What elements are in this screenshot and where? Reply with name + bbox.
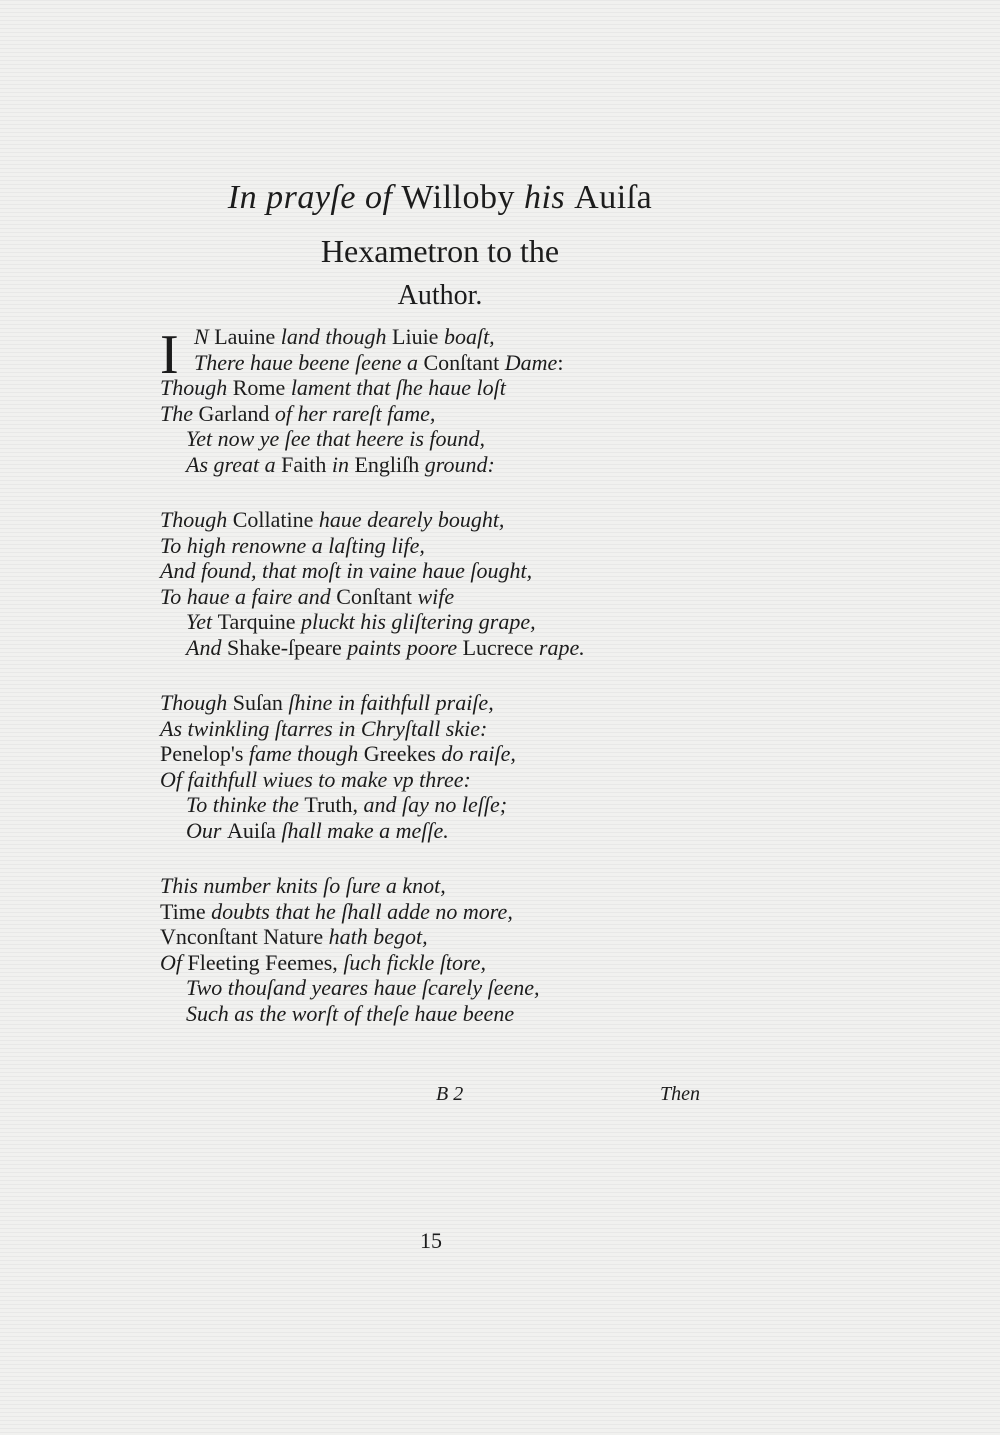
poem-line — [160, 690, 760, 716]
line-segment: Lauine — [214, 324, 281, 349]
line-segment: Collatine — [232, 507, 319, 532]
stanza — [160, 873, 760, 1026]
line-segment: of her rareſt fame, — [274, 400, 436, 426]
signature-mark: B 2 — [436, 1083, 464, 1105]
poem-line — [160, 950, 760, 976]
poem-line — [160, 452, 760, 478]
line-segment: Liuie — [392, 324, 444, 349]
title-segment: In — [227, 179, 267, 216]
drop-cap: I — [160, 324, 179, 386]
poem-line — [160, 741, 760, 767]
line-segment: To thinke the — [186, 792, 305, 817]
line-segment: N — [194, 324, 215, 349]
poem-line — [160, 584, 760, 610]
line-segment: ſhall make a meſſe. — [281, 817, 449, 843]
line-segment: doubts that he ſhall adde no more, — [211, 898, 513, 924]
poem-line — [160, 924, 760, 950]
title-segment: his — [523, 179, 575, 216]
poem-line — [160, 767, 760, 793]
line-segment: As great a — [186, 451, 282, 477]
poem-line — [160, 558, 760, 584]
poem-line — [160, 792, 760, 818]
line-segment: ſhine in faithfull praiſe, — [288, 690, 494, 715]
line-segment: As twinkling ſtarres in Chryſtall skie: — [160, 715, 488, 741]
poem-line — [160, 975, 760, 1001]
title-line-2: Hexametron to the — [320, 233, 560, 269]
line-segment: Lucrece — [462, 634, 539, 660]
line-segment: Though — [160, 375, 233, 400]
line-segment: To haue a faire and — [160, 583, 337, 609]
line-segment: fame though — [248, 741, 364, 766]
line-segment: Auiſa — [226, 817, 282, 843]
poem-title — [160, 178, 720, 313]
line-segment: Dame — [504, 349, 558, 375]
poem-line — [160, 609, 760, 635]
catchword: Then — [660, 1083, 700, 1105]
line-segment: wife — [417, 583, 455, 609]
line-segment: and ſay no leſſe; — [363, 792, 508, 817]
title-segment: Auiſa — [574, 179, 653, 216]
line-segment: Suſan — [232, 690, 289, 715]
line-segment: Rome — [232, 375, 291, 400]
line-segment: land though — [280, 324, 393, 349]
line-segment: Vnconſtant Nature — [160, 924, 329, 949]
poem-line — [160, 533, 760, 559]
poem-line — [160, 375, 760, 401]
line-segment: hath begot, — [328, 924, 428, 949]
line-segment: Two thouſand yeares haue ſcarely ſeene, — [186, 975, 540, 1000]
poem-line — [160, 873, 760, 899]
title-segment: Willoby — [401, 179, 524, 216]
poem-line — [160, 716, 760, 742]
line-segment: Faith — [281, 451, 332, 477]
line-segment: The — [160, 400, 199, 426]
line-segment: Though — [160, 690, 233, 715]
line-segment: There haue beene ſeene a — [194, 349, 424, 375]
stanza — [160, 507, 760, 660]
poem-line — [160, 899, 760, 925]
line-segment: rape. — [538, 634, 585, 660]
line-segment: Time — [160, 898, 212, 924]
poem-line — [160, 507, 760, 533]
line-segment: Yet now ye ſee that heere is found, — [186, 426, 485, 451]
line-segment: And — [186, 634, 227, 660]
line-segment: Though — [160, 507, 233, 532]
poem-body — [160, 324, 760, 1056]
line-segment: And found, that moſt in vaine haue ſought, — [160, 558, 533, 583]
line-segment: haue dearely bought, — [318, 507, 505, 532]
line-segment: boaſt, — [443, 324, 495, 349]
line-segment: pluckt his gliſtering grape, — [300, 609, 536, 634]
line-segment: Fleeting Feemes, — [187, 949, 344, 975]
stanza — [160, 690, 760, 843]
line-segment: Penelop's — [160, 741, 249, 766]
line-segment: Greekes — [363, 741, 442, 766]
line-segment: Yet — [186, 609, 218, 634]
stanza — [160, 324, 760, 477]
line-segment: ground: — [424, 451, 495, 477]
title-segment: of — [364, 179, 402, 216]
line-segment: ſuch fickle ſtore, — [343, 949, 487, 975]
poem-line — [160, 350, 760, 376]
poem-line — [160, 635, 760, 661]
line-segment: : — [557, 349, 564, 375]
line-segment: Such as the worſt of theſe haue beene — [186, 1000, 515, 1026]
poem-line — [160, 401, 760, 427]
line-segment: To high renowne a laſting life, — [160, 532, 425, 558]
line-segment: Tarquine — [217, 609, 301, 634]
line-segment: Garland — [198, 400, 275, 426]
line-segment: in — [331, 451, 355, 477]
title-line-3: Author. — [397, 280, 483, 311]
title-segment: prayſe — [266, 179, 365, 216]
title-line-1 — [160, 178, 720, 218]
poem-line — [160, 1001, 760, 1027]
line-segment: Conſtant — [423, 349, 505, 375]
line-segment: Of faithfull wiues to make vp three: — [160, 766, 471, 792]
line-segment: do raiſe, — [441, 741, 516, 766]
line-segment: Of — [160, 949, 188, 975]
line-segment: Conſtant — [336, 583, 418, 609]
line-segment: Truth, — [304, 792, 364, 817]
line-segment: This number knits ſo ſure a knot, — [160, 873, 446, 898]
line-segment: Shake-ſpeare — [226, 634, 348, 660]
line-segment: paints poore — [347, 634, 463, 660]
poem-line — [160, 426, 760, 452]
line-segment: Our — [186, 817, 227, 843]
line-segment: lament that ſhe haue loſt — [290, 375, 506, 400]
page-number: 15 — [420, 1228, 442, 1253]
poem-line — [160, 818, 760, 844]
line-segment: Engliſh — [354, 451, 425, 477]
